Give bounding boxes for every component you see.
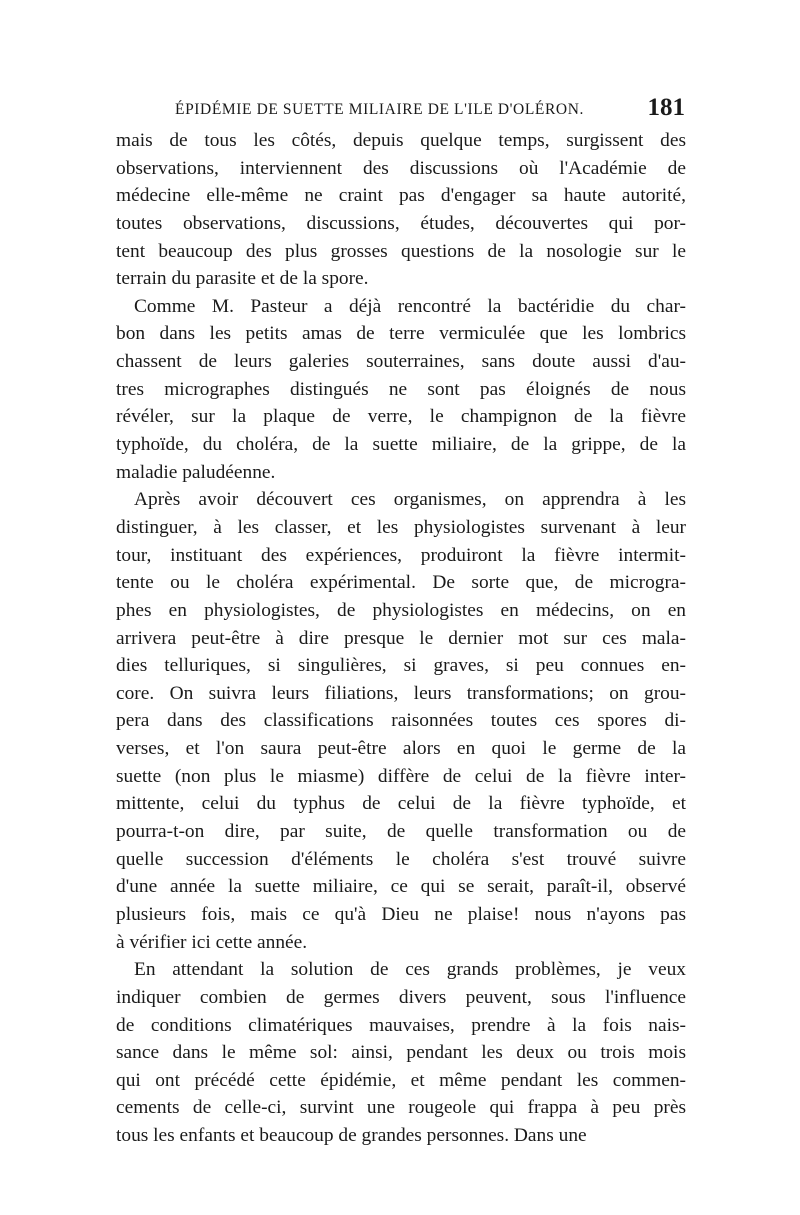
text-line: phes en physiologistes, de physiologistes en médecins, on en (116, 599, 686, 621)
text-line: quelle succession d'éléments le choléra s'est trouvé suivre (116, 848, 686, 870)
text-line: distinguer, à les classer, et les physiologistes survenant à leur (116, 516, 686, 538)
text-line: mittente, celui du typhus de celui de la fièvre typhoïde, et (116, 793, 686, 815)
text-line: observations, interviennent des discussions où l'Académie de (116, 157, 686, 179)
text-line: arrivera peut-être à dire presque le dernier mot sur ces mala- (116, 627, 686, 649)
text-line: tent beaucoup des plus grosses questions de la nosologie sur le (116, 240, 686, 262)
text-line: pera dans des classifications raisonnées toutes ces spores di- (116, 710, 686, 732)
text-line: suette (non plus le miasme) diffère de celui de la fièvre inter- (116, 765, 686, 787)
text-line: dies telluriques, si singulières, si graves, si peu connues en- (116, 655, 686, 677)
text-line: verses, et l'on saura peut-être alors en quoi le germe de la (116, 738, 686, 760)
paragraph (116, 486, 686, 956)
text-line: terrain du parasite et de la spore. (116, 268, 369, 290)
text-line: tous les enfants et beaucoup de grandes personnes. Dans une (116, 1125, 587, 1147)
text-line: pourra-t-on dire, par suite, de quelle transformation ou de (116, 821, 686, 843)
text-line: Après avoir découvert ces organismes, on apprendra à les (134, 489, 686, 511)
text-line: révéler, sur la plaque de verre, le champignon de la fièvre (116, 406, 686, 428)
text-line: tente ou le choléra expérimental. De sorte que, de microgra- (116, 572, 686, 594)
paragraph (116, 127, 686, 293)
text-line: Comme M. Pasteur a déjà rencontré la bactéridie du char- (134, 295, 686, 317)
text-line: tres micrographes distingués ne sont pas éloignés de nous (116, 378, 686, 400)
running-title: ÉPIDÉMIE DE SUETTE MILIAIRE DE L'ILE D'OLÉRON. (175, 101, 584, 118)
text-line: core. On suivra leurs filiations, leurs transformations; on grou- (116, 682, 686, 704)
text-line: de conditions climatériques mauvaises, prendre à la fois nais- (116, 1014, 686, 1036)
page-number: 181 (647, 94, 685, 121)
text-line: bon dans les petits amas de terre vermiculée que les lombrics (116, 323, 686, 345)
text-line: d'une année la suette miliaire, ce qui se serait, paraît-il, observé (116, 876, 686, 898)
body-text (116, 127, 686, 1150)
text-line: indiquer combien de germes divers peuvent, sous l'influence (116, 986, 686, 1008)
text-line: tour, instituant des expériences, produiront la fièvre intermit- (116, 544, 686, 566)
text-line: à vérifier ici cette année. (116, 931, 308, 953)
text-line: chassent de leurs galeries souterraines, sans doute aussi d'au- (116, 351, 686, 373)
text-line: qui ont précédé cette épidémie, et même pendant les commen- (116, 1069, 686, 1091)
text-line: mais de tous les côtés, depuis quelque temps, surgissent des (116, 130, 686, 151)
text-line: toutes observations, discussions, études, découvertes qui por- (116, 212, 686, 234)
text-line: médecine elle-même ne craint pas d'engager sa haute autorité, (116, 185, 686, 207)
text-line: sance dans le même sol: ainsi, pendant les deux ou trois mois (116, 1042, 686, 1064)
running-head (175, 94, 685, 124)
text-line: typhoïde, du choléra, de la suette miliaire, de la grippe, de la (116, 434, 686, 456)
text-line: plusieurs fois, mais ce qu'à Dieu ne plaise! nous n'ayons pas (116, 903, 686, 925)
text-line: cements de celle-ci, survint une rougeole qui frappa à peu près (116, 1097, 686, 1119)
text-line: maladie paludéenne. (116, 461, 276, 483)
text-line: En attendant la solution de ces grands problèmes, je veux (134, 959, 686, 981)
paragraph (116, 956, 686, 1149)
paragraph (116, 293, 686, 486)
